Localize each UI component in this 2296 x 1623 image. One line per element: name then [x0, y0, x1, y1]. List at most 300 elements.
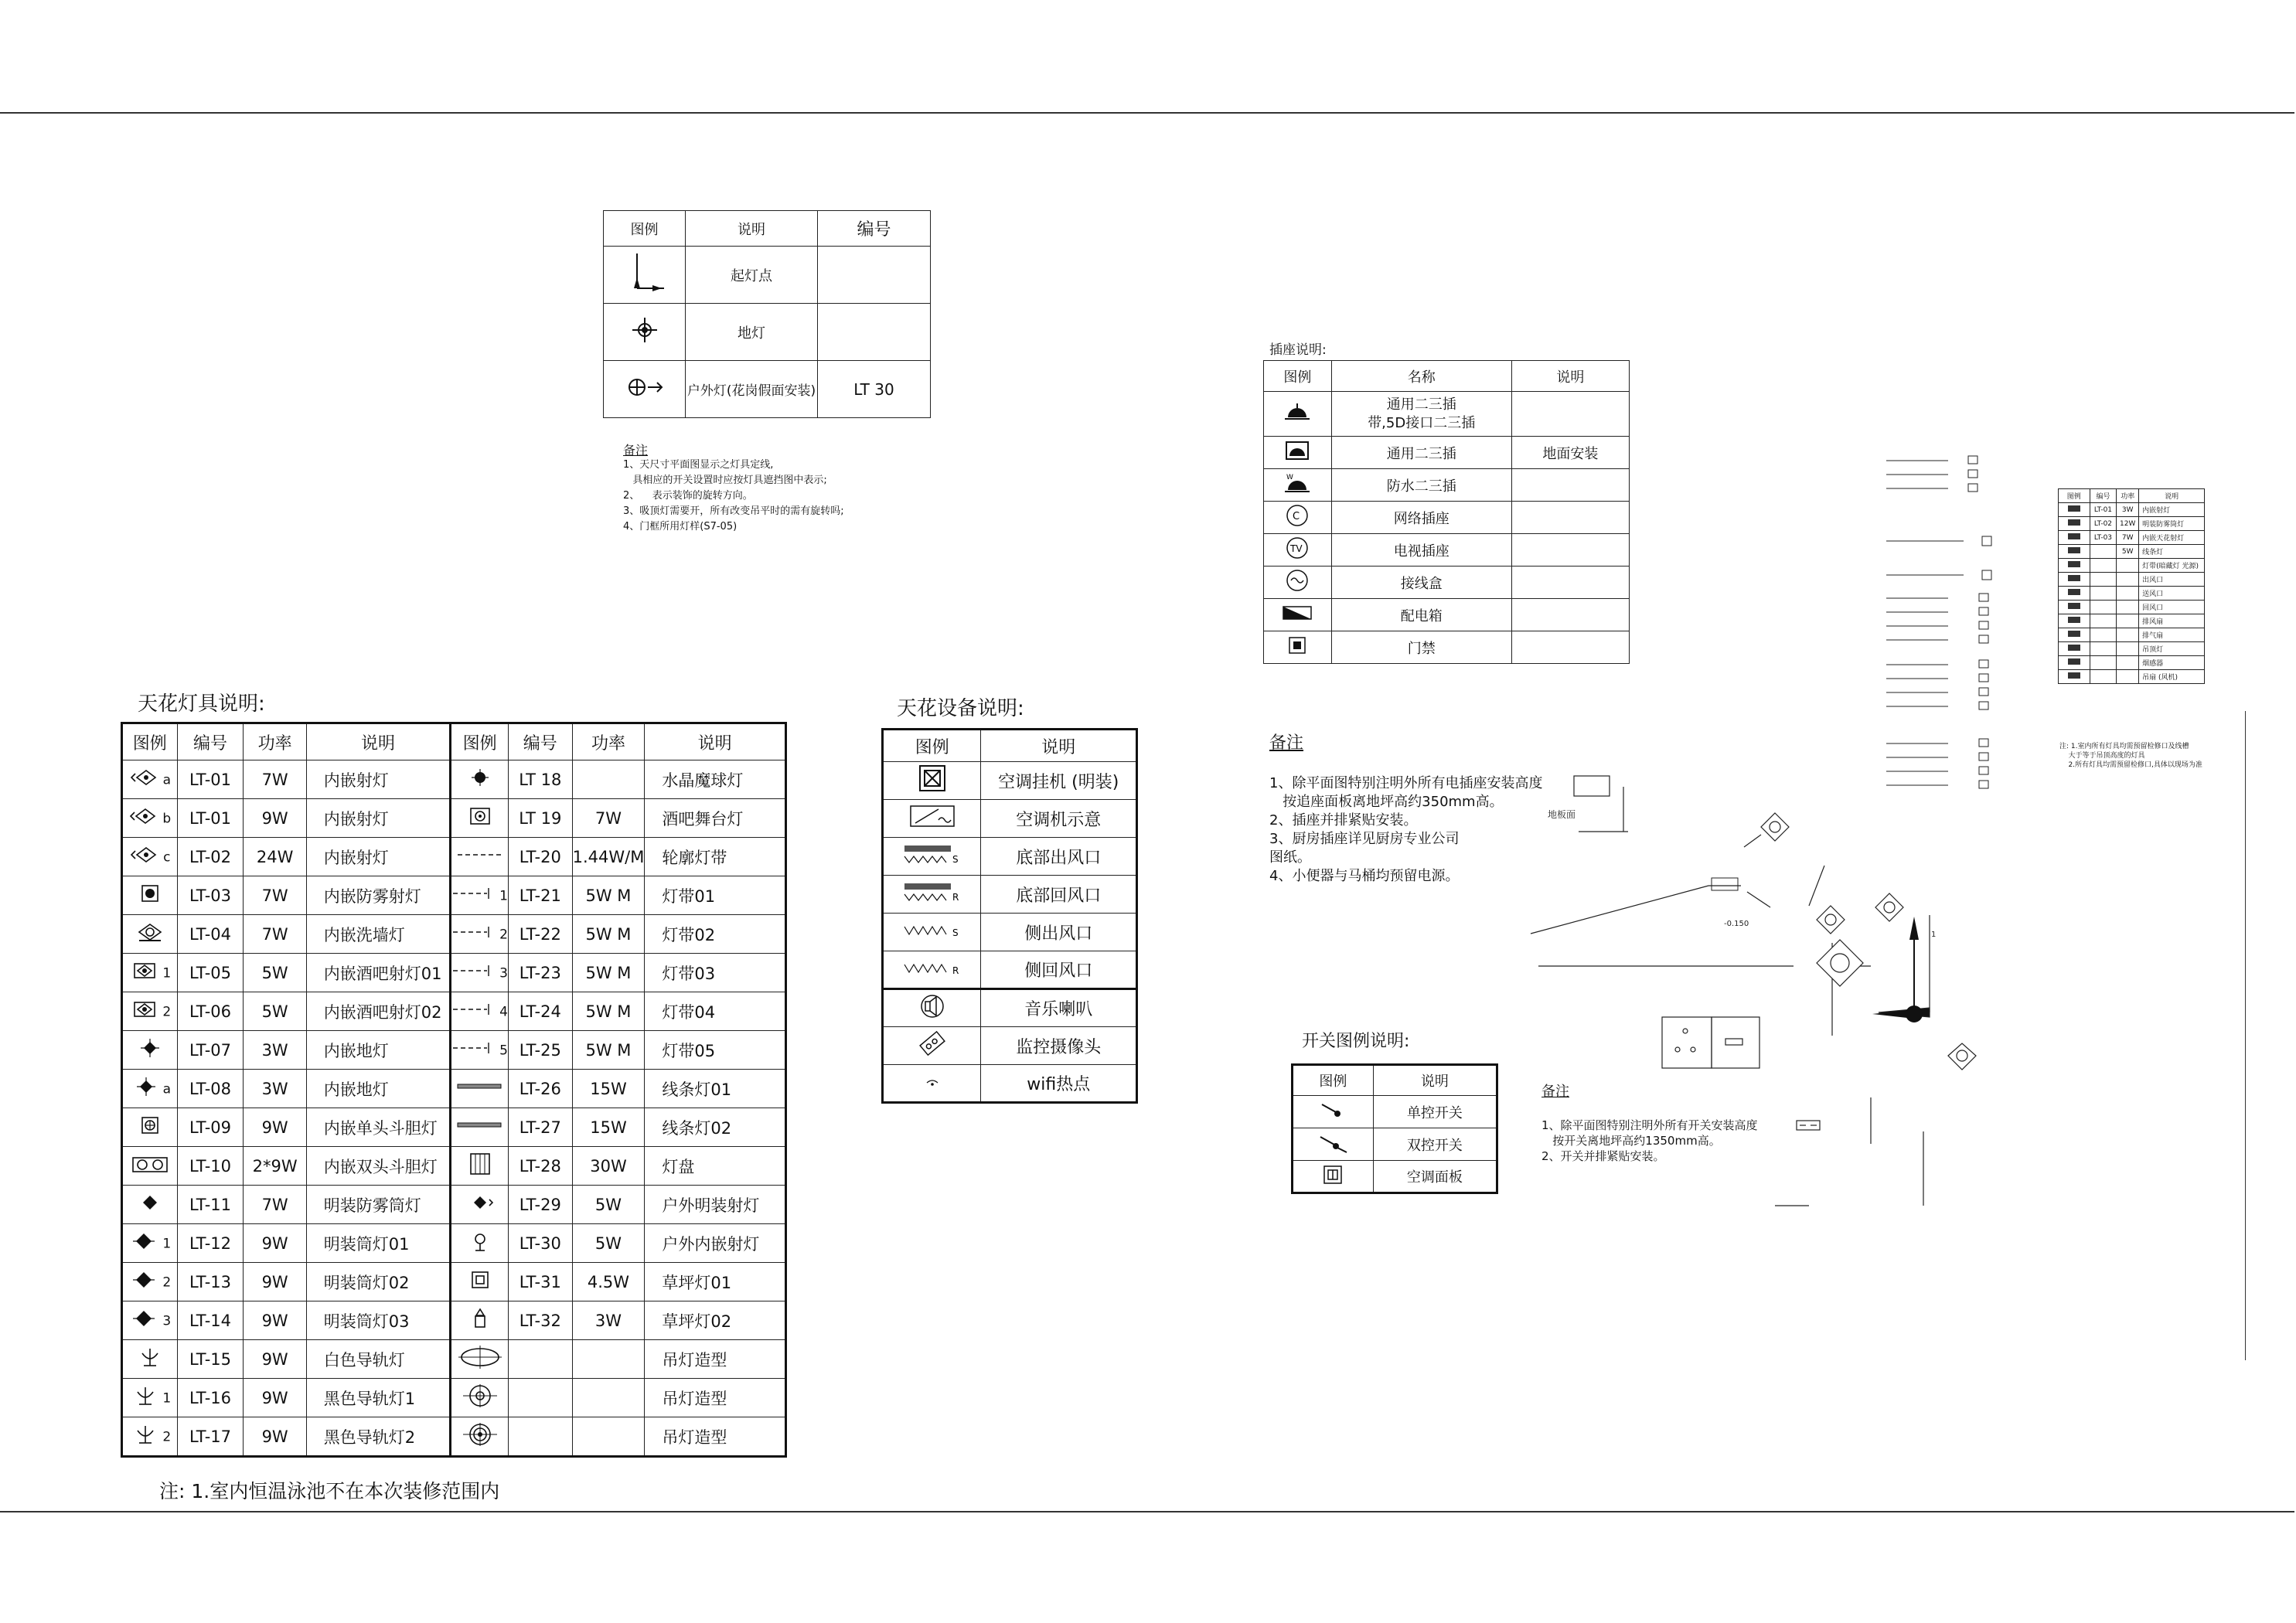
col-header: 编号 [177, 723, 244, 760]
desc-cell: 线条灯01 [645, 1070, 786, 1108]
fog-downlight-icon [133, 1191, 167, 1218]
legend-cell [122, 915, 178, 954]
code-cell [2090, 628, 2117, 642]
desc-cell: 内嵌射灯 [306, 838, 450, 876]
desc-cell: 灯盘 [645, 1147, 786, 1186]
desc-cell: 侧出风口 [981, 914, 1137, 951]
legend-cell [2059, 656, 2090, 670]
ac-indicator-icon [908, 803, 957, 829]
legend-cell [883, 762, 981, 800]
desc-cell: 监控摄像头 [981, 1027, 1137, 1065]
code-cell: LT-29 [509, 1186, 573, 1224]
name-cell: 接线盒 [1331, 567, 1511, 599]
legend-tag: 3 [499, 965, 508, 982]
remarks-body: 1、除平面图特别注明外所有电插座安装高度 按追座面板离地坪高约350mm高。 2、插座并排紧贴安装。 3、厨房插座详见厨房专业公司 图纸。 4、小便器与马桶均预留电源。 [1269, 775, 1543, 884]
desc-cell: 户外明装射灯 [645, 1186, 786, 1224]
fixture-diamonds [1761, 813, 1976, 1070]
light-row [122, 760, 786, 799]
code-cell: LT-16 [177, 1379, 244, 1417]
legend-cell [451, 1379, 509, 1417]
name-cell: 防水二三插 [1331, 469, 1511, 502]
code-cell: LT-24 [509, 992, 573, 1031]
code-cell: LT-30 [509, 1224, 573, 1263]
mini-symbol-icon [2066, 532, 2083, 541]
desc-cell: 黑色导轨灯1 [306, 1379, 450, 1417]
col-header: 图例 [883, 730, 981, 762]
power-cell: 5W [244, 954, 306, 992]
legend-cell [451, 1340, 509, 1379]
col-header: 图例 [1293, 1065, 1374, 1096]
legend-cell [1293, 1128, 1374, 1161]
legend-cell [1293, 1161, 1374, 1193]
power-cell: 5W M [572, 992, 645, 1031]
desc-cell: 明装筒灯01 [306, 1224, 450, 1263]
legend-tag: 1 [499, 888, 508, 904]
wifi-hotspot-icon [921, 1073, 944, 1089]
legend-tag: 5 [499, 1043, 508, 1059]
code-cell [2090, 656, 2117, 670]
code-cell: LT-32 [509, 1301, 573, 1340]
legend-tag: 2 [499, 927, 508, 943]
legend-cell [1264, 599, 1332, 631]
lawn-light-2-icon [463, 1307, 497, 1334]
code-cell: LT-25 [509, 1031, 573, 1070]
light-table-footnote: 注: 1.室内恒温泳池不在本次装修范围内 [159, 1480, 500, 1502]
desc-cell: 排气扇 [2139, 628, 2205, 642]
light-row [122, 1263, 786, 1301]
desc-cell: 出风口 [2139, 573, 2205, 587]
ac-panel-icon [1321, 1163, 1344, 1186]
code-cell: LT-01 [177, 760, 244, 799]
light-row [122, 1417, 786, 1457]
col-header: 功率 [244, 723, 306, 760]
fog-spotlight-icon [133, 882, 167, 909]
mini-legend-row [2059, 573, 2205, 587]
code-cell: LT-21 [509, 876, 573, 915]
ac-unit-icon [917, 763, 948, 794]
power-cell: 9W [244, 1263, 306, 1301]
desc-cell: 侧回风口 [981, 951, 1137, 989]
code-cell: LT-01 [2090, 503, 2117, 517]
outdoor-recessed-spot-icon [463, 1230, 497, 1257]
single-switch-icon [1317, 1098, 1348, 1121]
legend-cell [1293, 1096, 1374, 1128]
floorplan-fragment [1515, 433, 2041, 1229]
power-cell: 5W M [572, 1031, 645, 1070]
switch-table [1291, 1063, 1498, 1194]
code-cell: LT 30 [818, 361, 931, 418]
power-cell [2117, 587, 2139, 601]
power-cell: 5W [244, 992, 306, 1031]
col-header: 说明 [2139, 489, 2205, 503]
desc-cell: 内嵌酒吧射灯02 [306, 992, 450, 1031]
legend-cell [122, 1186, 178, 1224]
switch-remarks-title: 备注 [1541, 1084, 1569, 1100]
desc-cell: 内嵌防雾射灯 [306, 876, 450, 915]
legend-cell [122, 992, 178, 1031]
legend-cell [122, 838, 178, 876]
bar-stage-light-icon [463, 805, 497, 832]
desc-cell: 灯带02 [645, 915, 786, 954]
ceiling-equipment-table [881, 728, 1138, 1104]
legend-cell [122, 1147, 178, 1186]
legend-cell [122, 1070, 178, 1108]
power-cell: 5W [2117, 545, 2139, 559]
power-cell: 7W [2117, 531, 2139, 545]
desc-cell: 明装筒灯03 [306, 1301, 450, 1340]
desc-cell: 草坪灯02 [645, 1301, 786, 1340]
power-cell: 9W [244, 1340, 306, 1379]
light-row [122, 1186, 786, 1224]
desc-cell: 双控开关 [1373, 1128, 1497, 1161]
legend-cell [604, 247, 686, 304]
power-cell: 3W [2117, 503, 2139, 517]
desc-cell: 轮廓灯带 [645, 838, 786, 876]
desc-cell: 起灯点 [686, 247, 818, 304]
legend-cell [1264, 392, 1332, 437]
desc-cell: 烟感器 [2139, 656, 2205, 670]
top-legend-table [603, 210, 931, 418]
code-cell: LT-28 [509, 1147, 573, 1186]
legend-cell [451, 1301, 509, 1340]
track-light-black-2-icon [128, 1423, 162, 1450]
legend-cell [451, 838, 509, 876]
code-cell: LT-26 [509, 1070, 573, 1108]
desc-cell: 内嵌天花射灯 [2139, 531, 2205, 545]
code-cell: LT-27 [509, 1108, 573, 1147]
outlet-tag: S [952, 927, 959, 938]
mini-symbol-icon [2066, 629, 2083, 638]
strip-5-icon [451, 1036, 499, 1063]
desc-cell: 白色导轨灯 [306, 1340, 450, 1379]
mini-symbol-icon [2066, 573, 2083, 583]
light-table-title: 天花灯具说明: [138, 692, 265, 716]
legend-cell [451, 1147, 509, 1186]
power-cell: 5W [572, 1224, 645, 1263]
switch-table-title: 开关图例说明: [1302, 1032, 1410, 1051]
code-cell: LT-07 [177, 1031, 244, 1070]
light-row [122, 838, 786, 876]
code-cell [818, 247, 931, 304]
col-header: 说明 [1373, 1065, 1497, 1096]
spotlight-b-icon [128, 805, 162, 832]
desc-cell: 草坪灯01 [645, 1263, 786, 1301]
power-cell [2117, 642, 2139, 656]
legend-cell [451, 954, 509, 992]
mini-symbol-icon [2066, 587, 2083, 597]
legend-cell [2059, 601, 2090, 614]
desc-cell: 吊灯造型 [645, 1379, 786, 1417]
code-cell: LT-05 [177, 954, 244, 992]
legend-cell [2059, 503, 2090, 517]
col-header: 功率 [572, 723, 645, 760]
equip-table-title: 天花设备说明: [897, 697, 1024, 720]
legend-cell [122, 1263, 178, 1301]
svg-text:TV: TV [1290, 543, 1303, 554]
legend-cell [451, 915, 509, 954]
code-cell [2090, 642, 2117, 656]
power-cell: 7W [244, 915, 306, 954]
name-cell: 通用二三插 带,5D接口二三插 [1331, 392, 1511, 437]
legend-cell [451, 1186, 509, 1224]
power-cell: 9W [244, 1417, 306, 1457]
legend-cell [2059, 517, 2090, 531]
code-cell: LT-12 [177, 1224, 244, 1263]
col-header: 说明 [306, 723, 450, 760]
code-cell: LT-02 [177, 838, 244, 876]
mini-symbol-icon [2066, 560, 2083, 569]
light-row [122, 1070, 786, 1108]
legend-cell [883, 800, 981, 838]
light-row [122, 1379, 786, 1417]
code-cell: LT-09 [177, 1108, 244, 1147]
mini-legend-table [2058, 488, 2205, 684]
desc-cell: 内嵌双头斗胆灯 [306, 1147, 450, 1186]
col-header: 图例 [604, 211, 686, 247]
mini-legend-row [2059, 670, 2205, 684]
desc-cell: 内嵌酒吧射灯01 [306, 954, 450, 992]
legend-tag: 2 [162, 1429, 172, 1445]
code-cell [2090, 670, 2117, 684]
col-header: 说明 [981, 730, 1137, 762]
socket-icon [1282, 400, 1313, 424]
desc-cell: 明装筒灯02 [306, 1263, 450, 1301]
light-row [122, 954, 786, 992]
power-cell [2117, 656, 2139, 670]
col-header: 编号 [2090, 489, 2117, 503]
code-cell: LT-10 [177, 1147, 244, 1186]
power-cell: 5W M [572, 876, 645, 915]
col-header: 图例 [451, 723, 509, 760]
desc-cell: 灯带03 [645, 954, 786, 992]
speaker-icon [917, 992, 948, 1020]
surface-downlight-1-icon [128, 1230, 162, 1257]
legend-tag: 2 [162, 1274, 172, 1291]
socket-pair [1775, 1097, 1923, 1206]
code-cell: LT 18 [509, 760, 573, 799]
junction-box-icon [1284, 567, 1310, 594]
mini-legend-note: 注: 1.室内所有灯具均需预留检修口及线槽 大于等于吊顶高度的灯具 2.所有灯具均需预留检修口,具体以现场为准 [2059, 743, 2202, 769]
col-header: 图例 [1264, 361, 1332, 392]
code-cell: LT-23 [509, 954, 573, 992]
legend-cell [883, 838, 981, 876]
legend-cell [604, 361, 686, 418]
desc-cell: 内嵌射灯 [2139, 503, 2205, 517]
power-cell: 24W [244, 838, 306, 876]
mini-symbol-icon [2066, 657, 2083, 666]
panel-light-icon [463, 1152, 497, 1180]
leader-lines [1531, 835, 1930, 1036]
dim-label: -0.150 [1724, 920, 1749, 928]
desc-cell: 水晶魔球灯 [645, 760, 786, 799]
legend-cell [2059, 670, 2090, 684]
light-row [122, 1340, 786, 1379]
code-cell: LT-15 [177, 1340, 244, 1379]
surface-downlight-2-icon [128, 1268, 162, 1295]
legend-cell [451, 1108, 509, 1147]
legend-cell [122, 760, 178, 799]
legend-cell [883, 1027, 981, 1065]
desc-cell: 户外灯(花岗假面安装) [686, 361, 818, 418]
legend-cell [122, 954, 178, 992]
legend-cell [2059, 573, 2090, 587]
name-cell: 门禁 [1331, 631, 1511, 664]
start-point-icon [622, 250, 668, 296]
legend-cell [122, 1108, 178, 1147]
desc-cell: 底部出风口 [981, 838, 1137, 876]
legend-cell [1264, 567, 1332, 599]
code-cell [509, 1417, 573, 1457]
switch-panel [1662, 1017, 1759, 1068]
power-cell [572, 1417, 645, 1457]
desc-cell: 内嵌地灯 [306, 1031, 450, 1070]
power-cell: 3W [244, 1070, 306, 1108]
legend-cell [122, 1301, 178, 1340]
bottom-return-icon [901, 880, 963, 903]
col-header: 图例 [122, 723, 178, 760]
desc-cell: 灯带04 [645, 992, 786, 1031]
section-arrow [1872, 917, 1923, 1022]
legend-cell [604, 304, 686, 361]
code-cell: LT-20 [509, 838, 573, 876]
legend-cell [451, 992, 509, 1031]
legend-cell [883, 914, 981, 951]
code-cell: LT-31 [509, 1263, 573, 1301]
legend-cell [451, 1263, 509, 1301]
mini-symbol-icon [2066, 601, 2083, 611]
code-cell: LT 19 [509, 799, 573, 838]
power-cell: 9W [244, 1108, 306, 1147]
legend-cell [1264, 469, 1332, 502]
mini-legend-row [2059, 545, 2205, 559]
track-light-black-1-icon [128, 1384, 162, 1411]
mini-legend-row [2059, 656, 2205, 670]
mini-legend-row [2059, 531, 2205, 545]
legend-cell [122, 876, 178, 915]
spotlight-a-icon [129, 766, 163, 793]
desc-cell: 黑色导轨灯2 [306, 1417, 450, 1457]
col-header: 名称 [1331, 361, 1511, 392]
code-cell: LT-01 [177, 799, 244, 838]
waterproof-socket-icon [1282, 471, 1313, 495]
access-control-icon [1286, 635, 1308, 656]
light-row [122, 992, 786, 1031]
top-notes-title: 备注 [623, 443, 649, 458]
desc-cell: 音乐喇叭 [981, 989, 1137, 1027]
legend-cell [122, 1379, 178, 1417]
legend-tag: 4 [499, 1004, 508, 1020]
desc-cell: 空调挂机 (明装) [981, 762, 1137, 800]
code-cell [2090, 545, 2117, 559]
power-cell: 5W [572, 1186, 645, 1224]
pendant-1-icon [458, 1346, 502, 1373]
legend-tag: a [162, 772, 171, 788]
strip-1-icon [451, 882, 499, 909]
name-cell: 通用二三插 [1331, 437, 1511, 469]
col-header: 说明 [645, 723, 786, 760]
legend-cell [1264, 534, 1332, 567]
code-cell [509, 1340, 573, 1379]
power-cell: 9W [244, 1224, 306, 1263]
legend-tag: c [163, 849, 171, 866]
code-cell: LT-02 [2090, 517, 2117, 531]
legend-cell [1264, 502, 1332, 534]
power-cell [2117, 601, 2139, 614]
light-row [122, 1147, 786, 1186]
outdoor-surface-spot-icon [463, 1191, 497, 1218]
code-cell [509, 1379, 573, 1417]
desc-cell: 线条灯 [2139, 545, 2205, 559]
wine-spotlight-1-icon [128, 959, 162, 986]
power-cell: 7W [244, 1186, 306, 1224]
legend-cell [122, 1224, 178, 1263]
right-edge-line [2245, 711, 2246, 1360]
legend-cell [2059, 587, 2090, 601]
wine-spotlight-2-icon [128, 998, 162, 1025]
spotlight-c-icon [129, 843, 163, 870]
mini-legend-row [2059, 628, 2205, 642]
power-cell: 4.5W [572, 1263, 645, 1301]
light-row [122, 1108, 786, 1147]
desc-cell: 排风扇 [2139, 614, 2205, 628]
legend-tag: 3 [162, 1313, 172, 1329]
light-row [122, 799, 786, 838]
legend-tag: 1 [162, 1390, 172, 1407]
legend-tag: 1 [162, 965, 172, 982]
tv-socket-icon [1284, 535, 1310, 561]
floor-socket-icon [1282, 439, 1313, 462]
single-grille-icon [133, 1114, 167, 1141]
crystal-ball-icon [463, 766, 497, 793]
name-cell: 网络插座 [1331, 502, 1511, 534]
return-tag: R [952, 892, 959, 903]
floor-lamp-a-icon [129, 1075, 163, 1102]
legend-cell [883, 876, 981, 914]
legend-cell [2059, 559, 2090, 573]
legend-cell [883, 951, 981, 989]
line-light-2-icon [456, 1114, 504, 1141]
light-row [122, 1301, 786, 1340]
desc-cell: 明装防雾筒灯 [306, 1186, 450, 1224]
power-cell: 30W [572, 1147, 645, 1186]
legend-tag: 2 [162, 1004, 172, 1020]
side-return-icon [901, 958, 963, 977]
schedule-lines [1886, 456, 1991, 788]
strip-2-icon [451, 920, 499, 948]
desc-cell: 送风口 [2139, 587, 2205, 601]
strip-4-icon [451, 998, 499, 1025]
contour-strip-icon [456, 843, 504, 870]
floor-label: 地板面 [1548, 809, 1576, 820]
code-cell: LT-17 [177, 1417, 244, 1457]
desc-cell: 酒吧舞台灯 [645, 799, 786, 838]
code-cell: LT-22 [509, 915, 573, 954]
legend-cell [1264, 437, 1332, 469]
mini-legend-row [2059, 517, 2205, 531]
light-row [122, 1031, 786, 1070]
bottom-outlet-icon [901, 842, 963, 866]
power-cell: 2*9W [244, 1147, 306, 1186]
power-cell: 9W [244, 799, 306, 838]
ceiling-light-table [121, 722, 787, 1458]
code-cell [2090, 573, 2117, 587]
note-cell: 地面安装 [1511, 437, 1629, 469]
power-cell: 9W [244, 1379, 306, 1417]
power-cell [572, 760, 645, 799]
code-cell: LT-11 [177, 1186, 244, 1224]
power-cell: 5W M [572, 915, 645, 954]
track-light-white-icon [133, 1346, 167, 1373]
